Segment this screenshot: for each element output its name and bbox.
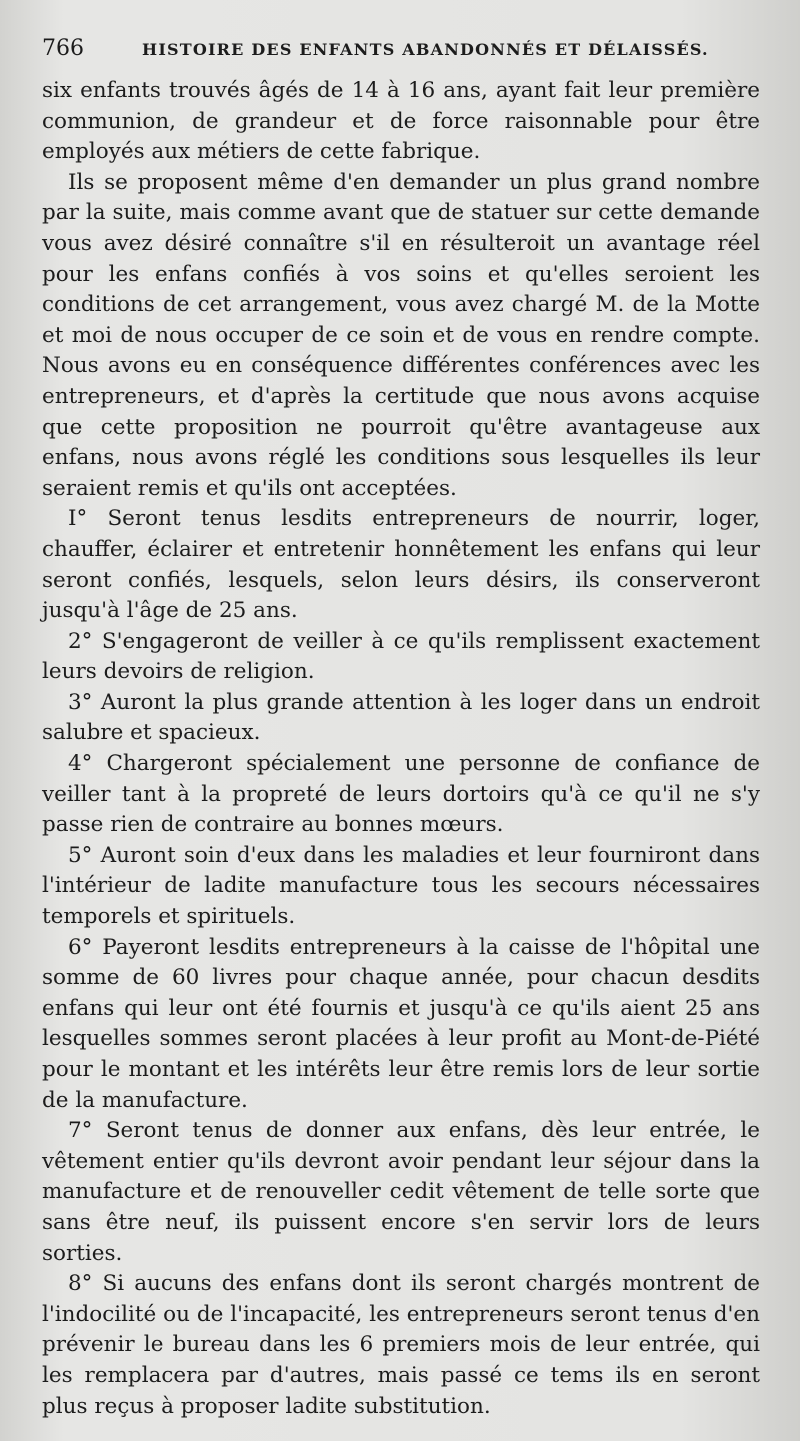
article-1: I° Seront tenus lesdits entrepreneurs de nourrir, loger, chauffer, éclairer et entretenir honnêtement les enfans qui leur seront confiés, lesquels, selon leurs désirs, ils conserveront jusqu'à l'âge de 25 ans. <box>42 506 760 624</box>
page-number: 766 <box>42 36 84 61</box>
article-2: 2° S'engageront de veiller à ce qu'ils remplissent exactement leurs devoirs de religion. <box>42 628 760 685</box>
article-6: 6° Payeront lesdits entrepreneurs à la caisse de l'hôpital une somme de 60 livres pour chaque année, pour chacun desdits enfans qui leur ont été fournis et jusqu'à ce qu'ils aient 25 ans lesquelles sommes seront placées à leur profit au Mont-de-Piété pour le montant et les intérêts leur être remis lors de leur sortie de la manufacture. <box>42 934 760 1113</box>
article-5: 5° Auront soin d'eux dans les maladies et leur fourniront dans l'intérieur de ladite manufacture tous les secours nécessaires temporels et spirituels. <box>42 842 760 930</box>
paragraph: six enfants trouvés âgés de 14 à 16 ans, ayant fait leur première communion, de grandeur et de force raisonnable pour être employés aux métiers de cette fabrique. <box>42 78 760 165</box>
paragraph: Ils se proposent même d'en demander un plus grand nombre par la suite, mais comme avant que de statuer sur cette demande vous avez désiré connaître s'il en résulteroit un avantage réel pour les enfans confiés à vos soins et qu'elles seroient les conditions de cet arrangement, vous avez chargé M. de la Motte et moi de nous occuper de ce soin et de vous en rendre compte. Nous avons eu en conséquence différentes conférences avec les entrepreneurs, et d'après la certitude que nous avons acquise que cette proposition ne pourroit qu'être avantageuse aux enfans, nous avons réglé les conditions sous lesquelles ils leur seraient remis et qu'ils ont acceptées. <box>42 169 760 501</box>
article-3: 3° Auront la plus grande attention à les loger dans un endroit salubre et spacieux. <box>42 689 760 746</box>
article-8: 8° Si aucuns des enfans dont ils seront chargés montrent de l'indocilité ou de l'incapacité, les entrepreneurs seront tenus d'en prévenir le bureau dans les 6 premiers mois de leur entrée, qui les remplacera par d'autres, mais passé ce tems ils en seront plus reçus à proposer ladite substitution. <box>42 1271 760 1419</box>
article-4: 4° Chargeront spécialement une personne de confiance de veiller tant à la propreté de leurs dortoirs qu'à ce qu'il ne s'y passe rien de contraire au bonnes mœurs. <box>42 751 760 838</box>
article-7: 7° Seront tenus de donner aux enfans, dès leur entrée, le vêtement entier qu'ils devront avoir pendant leur séjour dans la manufacture et de renouveller cedit vêtement de telle sorte que sans être neuf, ils puissent encore s'en servir lors de leurs sorties. <box>42 1118 760 1266</box>
running-title: HISTOIRE DES ENFANTS ABANDONNÉS ET DÉLAISSÉS. <box>142 40 709 59</box>
running-head <box>42 36 760 76</box>
body-text <box>42 76 760 1422</box>
